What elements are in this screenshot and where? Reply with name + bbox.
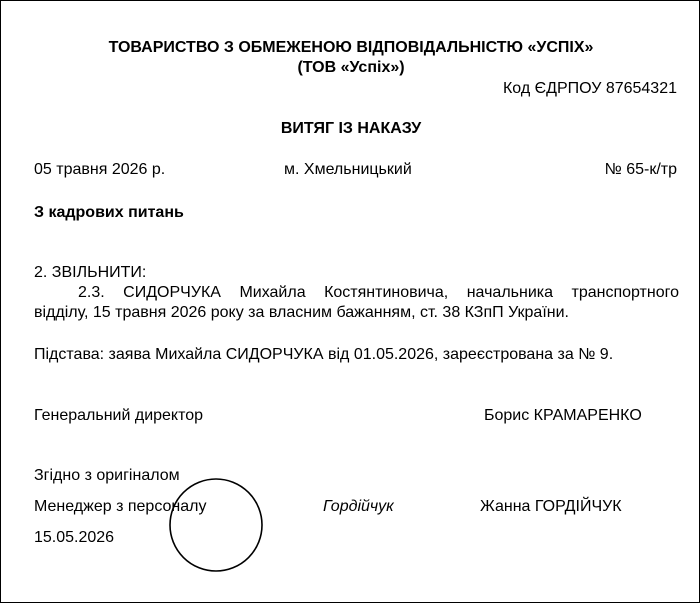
- organization-full-name: ТОВАРИСТВО З ОБМЕЖЕНОЮ ВІДПОВІДАЛЬНІСТЮ «УСПІХ»: [108, 39, 594, 56]
- certification-note: Згідно з оригіналом: [34, 467, 180, 484]
- certification-date: 15.05.2026: [34, 529, 115, 546]
- signatory-name: Борис КРАМАРЕНКО: [484, 407, 642, 424]
- certifier-name: Жанна ГОРДІЙЧУК: [480, 498, 622, 515]
- order-subject: З кадрових питань: [34, 204, 184, 221]
- signatory-position: Генеральний директор: [34, 407, 204, 424]
- certifier-handwritten-signature: Гордійчук: [323, 498, 394, 515]
- stamp-circle: [168, 477, 264, 573]
- order-date: 05 травня 2026 р.: [34, 161, 166, 178]
- organization-short-name: (ТОВ «Успіх»): [297, 59, 405, 76]
- order-basis: Підстава: заява Михайла СИДОРЧУКА від 01.05.2026, зареєстрована за № 9.: [34, 346, 614, 363]
- section-heading: 2. ЗВІЛЬНИТИ:: [34, 264, 147, 281]
- order-number: № 65-к/тр: [604, 161, 677, 178]
- order-item-line-1: 2.3. СИДОРЧУКА Михайла Костянтиновича, начальника транспортного: [78, 284, 679, 301]
- certifier-position: Менеджер з персоналу: [34, 498, 207, 515]
- order-item-line-2: відділу, 15 травня 2026 року за власним бажанням, ст. 38 КЗпП України.: [34, 304, 569, 321]
- organization-code: Код ЄДРПОУ 87654321: [502, 80, 677, 97]
- document-title: ВИТЯГ ІЗ НАКАЗУ: [280, 120, 422, 137]
- order-city: м. Хмельницький: [284, 161, 412, 178]
